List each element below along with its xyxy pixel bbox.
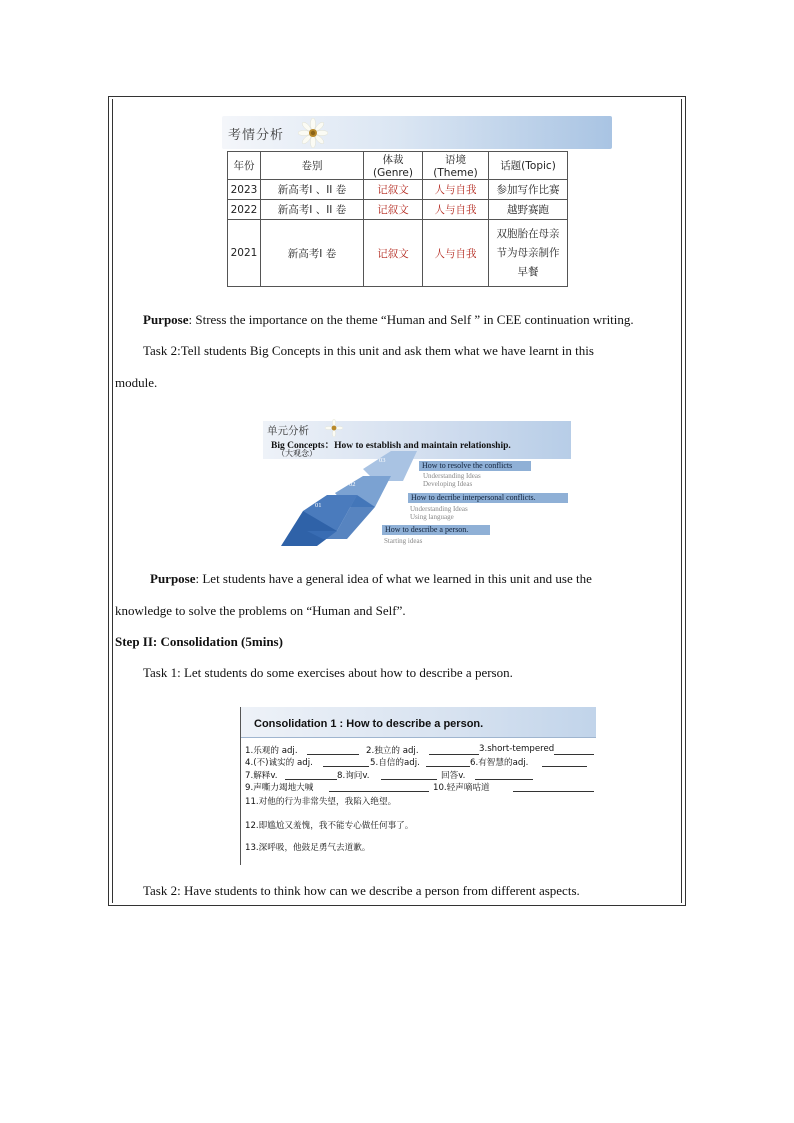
cell-genre: 记叙文 <box>364 180 423 200</box>
cell-year: 2023 <box>228 180 261 200</box>
cell-year: 2022 <box>228 200 261 220</box>
exercise-item-12: 12.即尴尬又羞愧，我不能专心做任何事了。 <box>245 821 414 831</box>
header-paper: 卷别 <box>261 152 364 180</box>
purpose-paragraph-2-line2: knowledge to solve the problems on “Human and Self”. <box>115 603 406 618</box>
answer-blank <box>429 754 479 755</box>
exam-analysis-table <box>227 151 568 287</box>
consolidation-header <box>241 707 596 738</box>
table-row <box>228 180 568 200</box>
task2-text: Task 2: Have students to think how can we describe a person from different aspects. <box>143 883 580 898</box>
topic-line: 节为母亲制作 <box>496 246 560 259</box>
exercise-item-6: 6.有智慧的adj. <box>470 758 529 768</box>
exercise-item-11: 11.对他的行为非常失望，我陷入绝望。 <box>245 797 397 807</box>
cell-paper: 新高考I 、II 卷 <box>261 200 364 220</box>
unit-analysis-title: 单元分析 <box>267 425 309 437</box>
cell-topic <box>489 220 568 287</box>
answer-blank <box>323 766 369 767</box>
consolidation-image <box>240 707 596 865</box>
cell-topic: 参加写作比赛 <box>489 180 568 200</box>
exercise-item-9: 9.声嘶力竭地大喊 <box>245 783 314 793</box>
cell-genre: 记叙文 <box>364 220 423 287</box>
answer-blank <box>381 779 437 780</box>
answer-blank <box>554 754 594 755</box>
step-2-sub: Understanding Ideas <box>410 505 468 513</box>
purpose-text: : Let students have a general idea of what we learned in this unit and use the <box>195 571 592 586</box>
step-number-03: 03 <box>379 457 386 464</box>
exercise-item-10: 10.轻声嘀咕道 <box>433 783 490 793</box>
exercise-item-13: 13.深呼吸，他鼓足勇气去道歉。 <box>245 843 371 853</box>
topic-line: 早餐 <box>517 265 539 278</box>
exam-analysis-image <box>222 116 612 282</box>
purpose-paragraph-2 <box>150 571 592 587</box>
cell-theme: 人与自我 <box>423 220 489 287</box>
cell-paper: 新高考I 卷 <box>261 220 364 287</box>
exercise-item-7: 7.解释v. <box>245 771 278 781</box>
table-row <box>228 200 568 220</box>
cell-theme: 人与自我 <box>423 180 489 200</box>
purpose-text: : Stress the importance on the theme “Human and Self ” in CEE continuation writing. <box>188 312 634 327</box>
step-2-sub: Using language <box>410 513 454 521</box>
answer-blank <box>285 779 337 780</box>
answer-blank <box>475 779 533 780</box>
step-2-label: How to decribe interpersonal conflicts. <box>408 493 568 503</box>
big-concepts-cn: （大观念） <box>277 449 317 458</box>
answer-blank <box>307 754 359 755</box>
unit-analysis-image <box>263 421 571 546</box>
purpose-label: Purpose <box>143 312 189 327</box>
step-1-sub: Starting ideas <box>384 537 423 545</box>
cell-theme: 人与自我 <box>423 200 489 220</box>
topic-line: 双胞胎在母亲 <box>496 227 560 240</box>
step-heading: Step II: Consolidation (5mins) <box>115 634 283 649</box>
exercise-item-5: 5.自信的adj. <box>370 758 420 768</box>
exercise-item-8: 8.询问v. <box>337 771 370 781</box>
daisy-icon <box>298 118 328 148</box>
exercise-item-4: 4.(不)诚实的 adj. <box>245 758 313 768</box>
step-3-label: How to resolve the conflicts <box>419 461 531 471</box>
big-concepts-text: Big Concepts：How to establish and maintain relationship. <box>271 441 511 451</box>
answer-blank <box>329 791 429 792</box>
step-number-01: 01 <box>315 502 322 509</box>
header-genre: 体裁(Genre) <box>364 152 423 180</box>
cell-year: 2021 <box>228 220 261 287</box>
purpose-label: Purpose <box>150 571 196 586</box>
cell-genre: 记叙文 <box>364 200 423 220</box>
exercise-item-3: 3.short-tempered <box>479 744 555 754</box>
cell-topic: 越野赛跑 <box>489 200 568 220</box>
step-number-02: 02 <box>349 481 356 488</box>
exercise-item-2: 2.独立的 adj. <box>366 746 419 756</box>
table-header-row <box>228 152 568 180</box>
exam-analysis-title: 考情分析 <box>228 128 285 143</box>
task1-text: Task 1: Let students do some exercises about how to describe a person. <box>143 665 513 680</box>
answer-blank <box>542 766 587 767</box>
header-theme: 语境(Theme) <box>423 152 489 180</box>
exercise-item-8b: 回答v. <box>441 771 466 781</box>
answer-blank <box>426 766 470 767</box>
task2-line2: module. <box>115 375 158 390</box>
cell-paper: 新高考I 、II 卷 <box>261 180 364 200</box>
step-3-sub: Developing Ideas <box>423 480 473 488</box>
consolidation-title: Consolidation 1 : How to describe a person. <box>254 718 484 730</box>
step-3-sub: Understanding Ideas <box>423 472 481 480</box>
step-1-label: How to describe a person. <box>382 525 490 535</box>
exercise-item-1: 1.乐观的 adj. <box>245 746 298 756</box>
exam-analysis-header <box>222 116 612 149</box>
table-row <box>228 220 568 287</box>
header-year: 年份 <box>228 152 261 180</box>
purpose-paragraph-1 <box>143 312 634 328</box>
answer-blank <box>513 791 594 792</box>
header-topic: 话题(Topic) <box>489 152 568 180</box>
task2-line1: Task 2:Tell students Big Concepts in this unit and ask them what we have learnt in this <box>143 343 594 358</box>
